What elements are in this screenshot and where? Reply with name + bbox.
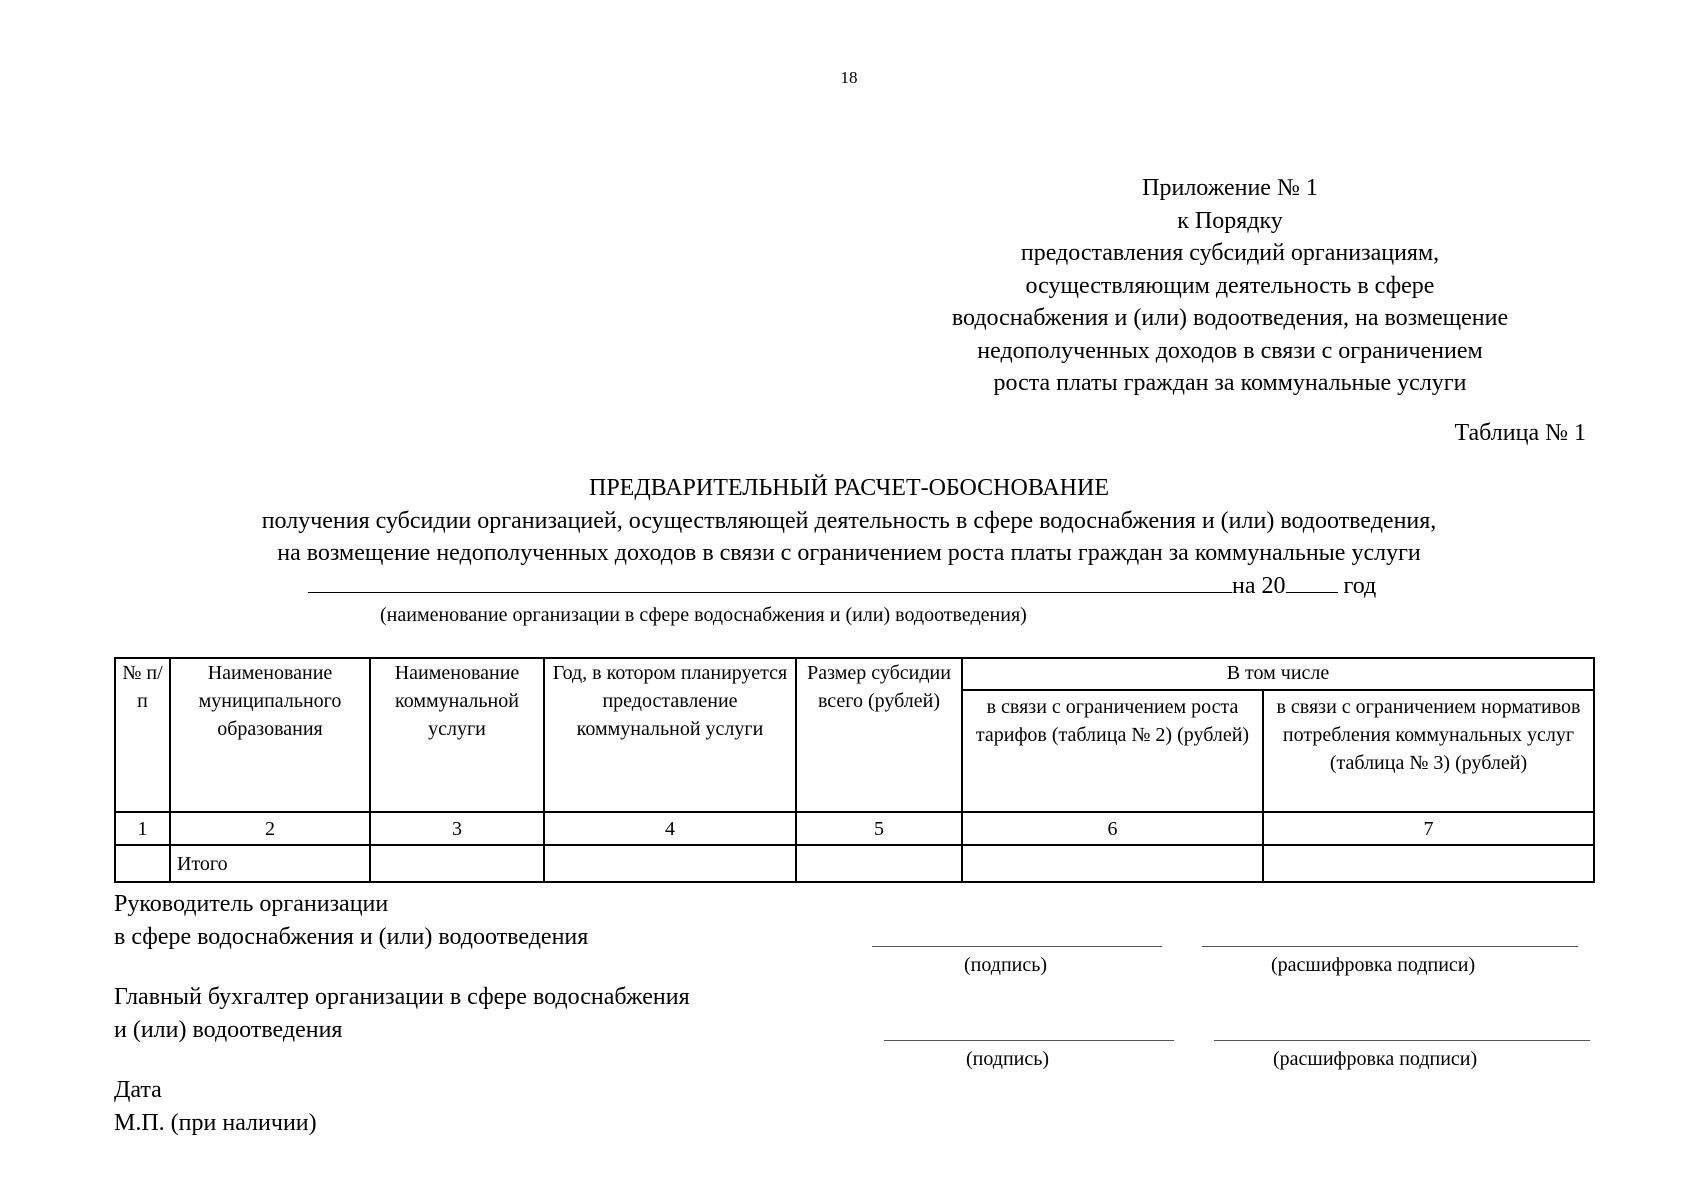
- head-decoding-caption: (расшифровка подписи): [1271, 954, 1476, 976]
- header-year: Год, в котором планируется предоставление коммунальной услуги: [544, 658, 796, 812]
- head-signature-caption: (подпись): [964, 954, 1048, 976]
- organization-line: [308, 568, 1376, 600]
- appendix-header: [880, 172, 1580, 400]
- accountant-signature-line: [884, 1040, 1174, 1041]
- column-number: 5: [796, 812, 962, 845]
- appendix-line: водоснабжения и (или) водоотведения, на возмещение: [951, 305, 1509, 331]
- head-label-line-2: в сфере водоснабжения и (или) водоотведения: [114, 923, 589, 950]
- column-number: 6: [962, 812, 1263, 845]
- appendix-line: предоставления субсидий организациям,: [1020, 240, 1440, 266]
- column-number: 2: [170, 812, 370, 845]
- head-signature-line: [872, 946, 1162, 947]
- appendix-line: Приложение № 1: [1142, 175, 1318, 201]
- total-cell-norms: [1263, 845, 1594, 882]
- appendix-line: роста платы граждан за коммунальные услуги: [993, 370, 1467, 396]
- accountant-label-line-1: Главный бухгалтер организации в сфере водоснабжения: [114, 984, 690, 1010]
- column-number-row: [115, 812, 1594, 845]
- column-number: 7: [1263, 812, 1594, 845]
- page-number: 18: [840, 68, 858, 87]
- calculation-table: [114, 657, 1595, 883]
- year-blank: [1286, 568, 1338, 593]
- header-subsidy: Размер субсидии всего (рублей): [796, 658, 962, 812]
- document-title: [0, 472, 1698, 570]
- title-line-1: получения субсидии организацией, осуществляющей деятельность в сфере водоснабжения и (или) водоотведения,: [261, 507, 1437, 534]
- total-row: [115, 845, 1594, 882]
- total-cell-tariff: [962, 845, 1263, 882]
- appendix-line: недополученных доходов в связи с ограничением: [977, 337, 1483, 364]
- accountant-signature-caption: (подпись): [966, 1048, 1050, 1070]
- accountant-decoding-caption: (расшифровка подписи): [1273, 1048, 1478, 1070]
- head-signature-label: [114, 888, 588, 953]
- date-label: Дата: [114, 1077, 162, 1103]
- table-number: Таблица № 1: [1454, 420, 1586, 446]
- header-tariff: в связи с ограничением роста тарифов (таблица № 2) (рублей): [962, 690, 1263, 812]
- accountant-label-line-2: и (или) водоотведения: [114, 1016, 343, 1043]
- date-stamp-block: [114, 1074, 317, 1139]
- title-line-2: на возмещение недополученных доходов в связи с ограничением роста платы граждан за коммунальные услуги: [277, 540, 1421, 566]
- header-num: № п/п: [115, 658, 170, 812]
- column-number: 1: [115, 812, 170, 845]
- year-prefix: на 20: [1232, 573, 1286, 599]
- total-label: Итого: [170, 845, 370, 882]
- organization-caption: (наименование организации в сфере водоснабжения и (или) водоотведения): [380, 604, 1027, 626]
- table-header-row: [115, 658, 1594, 690]
- head-label-line-1: Руководитель организации: [114, 891, 389, 917]
- column-number: 3: [370, 812, 544, 845]
- organization-name-blank: [308, 568, 1232, 593]
- stamp-label: М.П. (при наличии): [114, 1109, 317, 1136]
- appendix-line: осуществляющим деятельность в сфере: [1025, 272, 1435, 299]
- total-cell-year: [544, 845, 796, 882]
- head-decoding-line: [1202, 946, 1578, 947]
- appendix-line: к Порядку: [1177, 207, 1283, 234]
- header-municipality: Наименование муниципального образования: [170, 658, 370, 812]
- total-cell-subsidy: [796, 845, 962, 882]
- header-including: В том числе: [962, 658, 1594, 690]
- title-heading: ПРЕДВАРИТЕЛЬНЫЙ РАСЧЕТ-ОБОСНОВАНИЕ: [588, 475, 1109, 501]
- total-cell-num: [115, 845, 170, 882]
- accountant-decoding-line: [1214, 1040, 1590, 1041]
- year-suffix: год: [1343, 573, 1377, 599]
- header-norms: в связи с ограничением нормативов потребления коммунальных услуг (таблица № 3) (рублей): [1263, 690, 1594, 812]
- total-cell-service: [370, 845, 544, 882]
- column-number: 4: [544, 812, 796, 845]
- accountant-signature-label: [114, 981, 690, 1046]
- header-service: Наименование коммунальной услуги: [370, 658, 544, 812]
